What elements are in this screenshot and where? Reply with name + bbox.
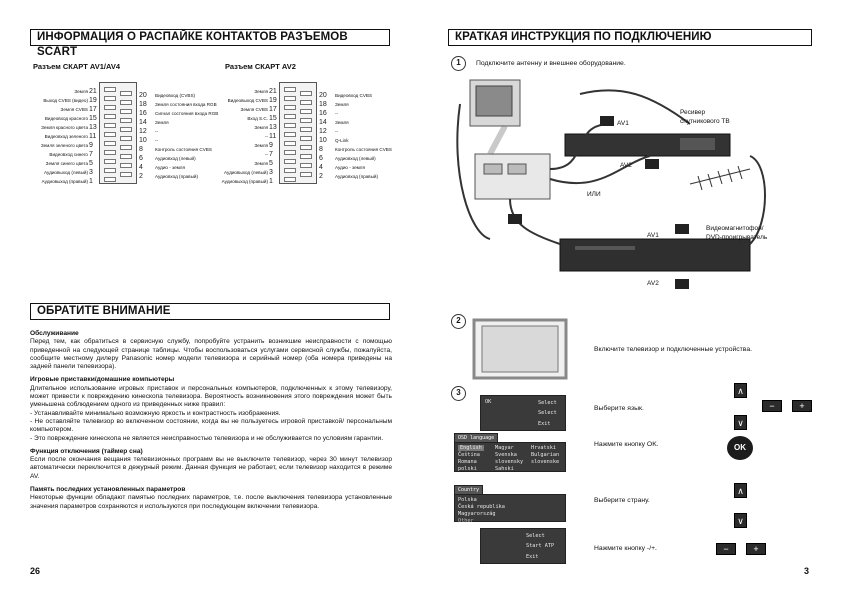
pin-number: 14 xyxy=(139,119,147,126)
label-or: ИЛИ xyxy=(587,191,601,198)
attention-body xyxy=(30,330,392,511)
language-option: slovensky xyxy=(495,459,524,465)
pin-number: 8 xyxy=(319,146,323,153)
osd-navigation-panel-2 xyxy=(480,528,566,564)
scart-pin-slot xyxy=(284,159,296,164)
osd-select-label: Select xyxy=(538,410,557,416)
pin-number: 6 xyxy=(139,155,143,162)
language-option: Svenska xyxy=(495,452,517,458)
scart1-title: Разъем СКАРТ AV1/AV4 xyxy=(33,62,121,71)
scart-pin-slot xyxy=(284,87,296,92)
scart-pin-slot xyxy=(120,127,132,132)
scart2-connector-drawing xyxy=(279,82,317,184)
pin-label: Аудиовыход (правый) xyxy=(221,179,268,184)
step-3-select-language: Выберите язык. xyxy=(594,405,644,412)
section-title: Функция отключения (таймер сна) xyxy=(30,447,143,455)
pin-number: 17 xyxy=(89,106,97,113)
osd-navigation-panel-1 xyxy=(480,395,566,431)
language-option: Bulgarian xyxy=(531,452,560,458)
tv-back-panel xyxy=(475,154,550,199)
pin-label: Земля CVBS xyxy=(60,107,88,112)
section-text: Некоторые функции обладают памятью последних параметров, т.е. после выключения телевизора установленные значения параметров сохраняются и используются при последующем включении телевизора. xyxy=(30,494,392,510)
language-option: Sahski xyxy=(495,466,514,472)
pin-label: Сигнал состояния входа RGB xyxy=(155,111,219,116)
scart-pin-slot xyxy=(104,168,116,173)
country-option: Česká republika xyxy=(458,504,505,510)
scart-pin-slot xyxy=(284,114,296,119)
section-text: Если после окончания вещания телевизионных программ вы не выключите телевизор, через 30 минут телевизор автоматически переключится в дежурный режим. Данная функция не работает, если телевизор находится в режиме AV. xyxy=(30,456,392,480)
scart-pin-slot xyxy=(300,154,312,159)
minus-key-icon: − xyxy=(716,543,736,555)
pin-number: 14 xyxy=(319,119,327,126)
pin-number: 15 xyxy=(269,115,277,122)
scart-pin-slot xyxy=(120,91,132,96)
pin-label: -- xyxy=(155,138,159,143)
pin-label: Земля xyxy=(254,143,268,148)
step-2-text: Включите телевизор и подключенные устройства. xyxy=(594,346,752,353)
pin-number: 10 xyxy=(139,137,147,144)
pin-number: 20 xyxy=(139,92,147,99)
pin-number: 15 xyxy=(89,115,97,122)
scart-pin-slot xyxy=(120,118,132,123)
tv-screen-illustration xyxy=(470,318,570,380)
plus-key-icon: + xyxy=(792,400,812,412)
language-option: polski xyxy=(458,466,477,472)
pin-label: Аудиовыход (левый) xyxy=(44,170,88,175)
scart-pin-slot xyxy=(104,87,116,92)
osd-country-menu xyxy=(454,494,566,522)
page-number-right: 3 xyxy=(804,566,810,576)
pin-label: Видеовход (CVBS) xyxy=(155,93,196,98)
osd-select-label: Select xyxy=(526,533,545,539)
step-3-press-minus-plus: Нажмите кнопку -/+. xyxy=(594,545,657,552)
country-option: Polska xyxy=(458,497,477,503)
scart-pin-slot xyxy=(104,105,116,110)
pin-label: Земля xyxy=(74,89,88,94)
label-receiver: Ресивер спутникового ТВ xyxy=(680,109,730,125)
pin-label: Аудиовыход (левый) xyxy=(224,170,268,175)
scart-pin-slot xyxy=(104,114,116,119)
pin-number: 9 xyxy=(269,142,273,149)
pin-label: Земля зеленого цвета xyxy=(40,143,88,148)
scart-pin-slot xyxy=(284,105,296,110)
pin-number: 19 xyxy=(269,97,277,104)
quick-guide-header: КРАТКАЯ ИНСТРУКЦИЯ ПО ПОДКЛЮЧЕНИЮ xyxy=(448,29,812,46)
pin-label: -- xyxy=(335,129,339,134)
section-text: Перед тем, как обратиться в сервисную службу, попробуйте устранить возникшие неисправности с помощью приведенной на следующей странице таблицы. Чтобы воспользоваться услугами сервисной службы, пожалуйста, сообщите местному дилеру Panasonic номер модели телевизора и серийный номер (оба номера приведены на задней панели телевизора). xyxy=(30,338,392,371)
pin-label: Аудиовход (левый) xyxy=(335,156,376,161)
scart-pin-slot xyxy=(284,150,296,155)
section-service xyxy=(30,330,392,371)
language-option: Magyar xyxy=(495,445,514,451)
pin-number: 11 xyxy=(89,133,97,140)
section-title: Обслуживание xyxy=(30,330,79,337)
up-arrow-key-icon: ∧ xyxy=(734,483,747,498)
scart-pin-slot xyxy=(300,109,312,114)
antenna-icon xyxy=(690,166,750,190)
osd-language-menu xyxy=(454,442,566,472)
scart-pin-slot xyxy=(120,154,132,159)
pin-number: 9 xyxy=(89,142,93,149)
scart-pin-slot xyxy=(284,177,296,182)
scart-pin-slot xyxy=(120,163,132,168)
scart-pin-slot xyxy=(300,172,312,177)
pin-number: 21 xyxy=(269,88,277,95)
scart-pin-slot xyxy=(120,136,132,141)
pin-number: 2 xyxy=(319,173,323,180)
scart-pin-slot xyxy=(300,136,312,141)
section-text: Длительное использование игровых приставок и персональных компьютеров, подключенных к этому телевизору, может привести к повреждению кинескопа телевизора. Вероятность возникновения этого повреждения может быть уменьшена соблюдением одного из приведенных ниже правил: - Устанавливайте минимально возможную яркость и контрастность изображения. - Не оставляйте телевизор во включенном состоянии, когда вы не пользуетесь игровой приставкой/ персональным компьютером. - Это повреждение кинескопа не является неисправностью телевизора и не обслуживается по условиям гарантии. xyxy=(30,384,392,442)
scart-pin-slot xyxy=(300,91,312,96)
scart-info-header: ИНФОРМАЦИЯ О РАСПАЙКЕ КОНТАКТОВ РАЗЪЕМОВ SCART xyxy=(30,29,390,46)
down-arrow-key-icon: ∨ xyxy=(734,513,747,528)
osd-ok-tag: OK xyxy=(485,399,492,405)
scart-pin-slot xyxy=(300,163,312,168)
scart-pin-slot xyxy=(300,145,312,150)
tv-illustration xyxy=(470,80,520,126)
section-title: Игровые приставки/домашние компьютеры xyxy=(30,376,175,384)
pin-label: Аудио - земля xyxy=(335,165,365,170)
osd-select-label: Select xyxy=(538,400,557,406)
osd-exit-label: Exit xyxy=(526,554,539,560)
label-vcr: Видеомагнитофон/ DVD-проигрыватель xyxy=(706,225,768,241)
pin-number: 2 xyxy=(139,173,143,180)
pin-label: Земля xyxy=(254,125,268,130)
pin-number: 6 xyxy=(319,155,323,162)
scart2-title: Разъем СКАРТ AV2 xyxy=(225,62,296,71)
pin-label: Контроль состояния CVBS xyxy=(335,147,392,152)
pin-number: 10 xyxy=(319,137,327,144)
attention-header: ОБРАТИТЕ ВНИМАНИЕ xyxy=(30,303,390,320)
pin-number: 7 xyxy=(269,151,273,158)
section-game-consoles xyxy=(30,376,392,442)
up-arrow-key-icon: ∧ xyxy=(734,383,747,398)
language-option: Čeština xyxy=(458,452,480,458)
pin-number: 8 xyxy=(139,146,143,153)
pin-label: Земля CVBS xyxy=(240,107,268,112)
step-2-marker: 2 xyxy=(451,314,466,329)
pin-number: 17 xyxy=(269,106,277,113)
pin-number: 18 xyxy=(139,101,147,108)
pin-label: Аудио - земля xyxy=(155,165,185,170)
pin-label: Видеовход зеленого xyxy=(44,134,88,139)
step-3-select-country: Выберите страну. xyxy=(594,497,650,504)
label-av2-bottom: AV2 xyxy=(647,280,659,287)
scart-pin-slot xyxy=(120,109,132,114)
scart-pin-slot xyxy=(104,159,116,164)
scart-pin-slot xyxy=(104,123,116,128)
down-arrow-key-icon: ∨ xyxy=(734,415,747,430)
language-option: Romana xyxy=(458,459,477,465)
pin-label: -- xyxy=(155,129,159,134)
pin-number: 1 xyxy=(269,178,273,185)
scart-pin-slot xyxy=(284,141,296,146)
scart-pin-slot xyxy=(284,96,296,101)
pin-label: Земля состояния входа RGB xyxy=(155,102,217,107)
scart-pin-slot xyxy=(300,118,312,123)
scart-pin-slot xyxy=(284,132,296,137)
pin-label: Земля xyxy=(335,120,349,125)
pin-number: 18 xyxy=(319,101,327,108)
step-3-marker: 3 xyxy=(451,386,466,401)
ok-key-icon: OK xyxy=(727,436,753,460)
pin-label: -- xyxy=(264,134,268,139)
page-number-left: 26 xyxy=(30,566,41,576)
pin-label: Q-Link xyxy=(335,138,349,143)
pin-label: Земля xyxy=(254,161,268,166)
pin-number: 11 xyxy=(269,133,277,140)
pin-label: Контроль состояния CVBS xyxy=(155,147,212,152)
pin-number: 5 xyxy=(89,160,93,167)
pin-label: Аудиовход (правый) xyxy=(155,174,199,179)
osd-language-tab: OSD language xyxy=(454,433,498,443)
scart-pin-slot xyxy=(120,100,132,105)
osd-exit-label: Exit xyxy=(538,421,551,427)
scart-pin-slot xyxy=(300,100,312,105)
section-title: Память последних установленных параметров xyxy=(30,486,186,494)
scart-pin-slot xyxy=(104,96,116,101)
language-option: Hrvatski xyxy=(531,445,556,451)
pin-number: 16 xyxy=(139,110,147,117)
pin-number: 20 xyxy=(319,92,327,99)
pin-number: 3 xyxy=(269,169,273,176)
connection-diagram xyxy=(450,74,780,304)
scart-pin-slot xyxy=(104,141,116,146)
label-av1-top: AV1 xyxy=(617,120,629,127)
pin-number: 1 xyxy=(89,178,93,185)
pin-label: Земля синего цвета xyxy=(45,161,88,166)
scart-pin-slot xyxy=(300,127,312,132)
pin-number: 13 xyxy=(89,124,97,131)
pin-number: 19 xyxy=(89,97,97,104)
scart-pin-slot xyxy=(284,168,296,173)
osd-start-atp-label: Start ATP xyxy=(526,543,555,549)
pin-label: Видеовход синего xyxy=(49,152,88,157)
satellite-receiver xyxy=(565,134,730,156)
pin-label: Видеовыход CVBS xyxy=(227,98,268,103)
scart-pin-slot xyxy=(104,150,116,155)
label-av2-top: AV2 xyxy=(620,162,632,169)
pin-label: Видеовход красного xyxy=(44,116,88,121)
pin-label: Земля красного цвета xyxy=(41,125,88,130)
scart-pin-slot xyxy=(120,172,132,177)
pin-label: Земля xyxy=(155,120,169,125)
section-sleep-timer xyxy=(30,448,392,481)
step-1-text: Подключите антенну и внешнее оборудование. xyxy=(476,60,626,67)
scart-pin-slot xyxy=(284,123,296,128)
pin-number: 3 xyxy=(89,169,93,176)
pin-label: Аудиовход (левый) xyxy=(155,156,196,161)
step-3-press-ok: Нажмите кнопку OK. xyxy=(594,441,659,448)
pin-number: 4 xyxy=(319,164,323,171)
scart-pin-slot xyxy=(104,177,116,182)
pin-number: 12 xyxy=(319,128,327,135)
label-av1-bottom: AV1 xyxy=(647,232,659,239)
pin-number: 21 xyxy=(89,88,97,95)
pin-label: -- xyxy=(335,111,339,116)
country-option: Other xyxy=(458,518,474,524)
pin-number: 12 xyxy=(139,128,147,135)
vcr-dvd-player xyxy=(560,239,750,271)
country-option: Magyarország xyxy=(458,511,496,517)
scart1-connector-drawing xyxy=(99,82,137,184)
pin-label: Выход CVBS (видео) xyxy=(43,98,88,103)
minus-key-icon: − xyxy=(762,400,782,412)
scart-pin-slot xyxy=(120,145,132,150)
language-option: slovenske xyxy=(531,459,560,465)
pin-label: Вход S.C. xyxy=(247,116,268,121)
pin-label: Земля xyxy=(254,89,268,94)
pin-number: 7 xyxy=(89,151,93,158)
pin-label: Аудиовход (правый) xyxy=(335,174,379,179)
section-last-settings-memory xyxy=(30,486,392,511)
scart-pin-slot xyxy=(104,132,116,137)
plus-key-icon: + xyxy=(746,543,766,555)
pin-label: -- xyxy=(264,152,268,157)
osd-country-tab: Country xyxy=(454,485,483,495)
language-option: English xyxy=(460,445,482,451)
pin-number: 4 xyxy=(139,164,143,171)
pin-number: 16 xyxy=(319,110,327,117)
pin-number: 5 xyxy=(269,160,273,167)
pin-label: Земля xyxy=(335,102,349,107)
pin-label: Аудиовыход (правый) xyxy=(41,179,88,184)
pin-label: Видеовход CVBS xyxy=(335,93,373,98)
step-1-marker: 1 xyxy=(451,56,466,71)
pin-number: 13 xyxy=(269,124,277,131)
